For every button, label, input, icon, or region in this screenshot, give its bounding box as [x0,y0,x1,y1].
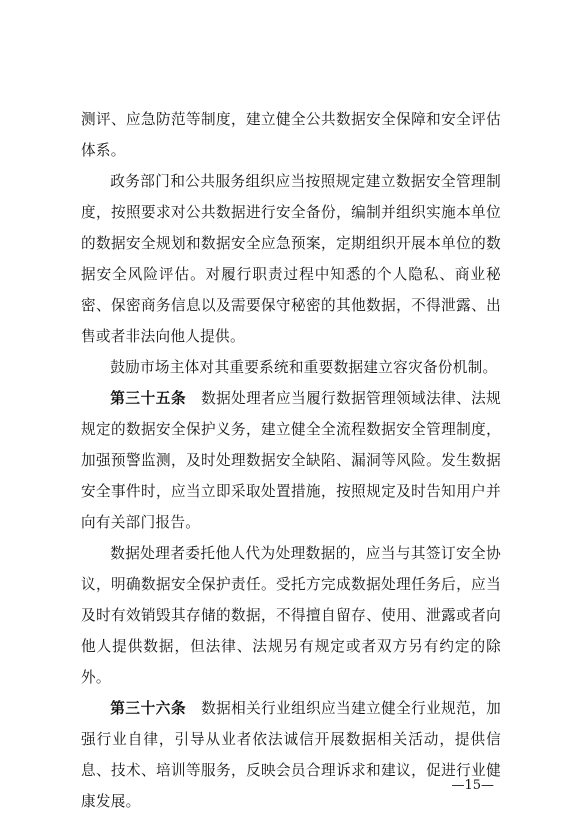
page-number: —15— [451,778,494,793]
article-35-heading: 第三十五条 [110,390,187,407]
article-35 [81,383,501,538]
paragraph-government-data-security: 政务部门和公共服务组织应当按照规定建立数据安全管理制度，按照要求对公共数据进行安全备份，编制并组织实施本单位的数据安全规划和数据安全应急预案，定期组织开展本单位的数据安全风险评估。对履行职责过程中知悉的个人隐私、商业秘密、保密商务信息以及需要保守秘密的其他数据，不得泄露、出售或者非法向他人提供。 [81,173,501,345]
article-36-body: 数据相关行业组织应当建立健全行业规范，加强行业自律，引导从业者依法诚信开展数据相关活动，提供信息、技术、培训等服务，反映会员合理诉求和建议，促进行业健康发展。 [81,700,501,810]
paragraph-continuation: 测评、应急防范等制度，建立健全公共数据安全保障和安全评估体系。 [81,111,501,159]
article-36 [81,693,501,817]
paragraph-entrusted-processing: 数据处理者委托他人代为处理数据的，应当与其签订安全协议，明确数据安全保护责任。受托方完成数据处理任务后，应当及时有效销毁其存储的数据，不得擅自留存、使用、泄露或者向他人提供数据，但法律、法规另有规定或者双方另有约定的除外。 [81,545,501,686]
article-36-heading: 第三十六条 [110,700,187,717]
document-body [81,104,501,817]
article-35-body: 数据处理者应当履行数据管理领域法律、法规规定的数据安全保护义务，建立健全全流程数据安全管理制度，加强预警监测，及时处理数据安全缺陷、漏洞等风险。发生数据安全事件时，应当立即采取处置措施，按照规定及时告知用户并向有关部门报告。 [81,390,501,531]
paragraph-disaster-backup: 鼓励市场主体对其重要系统和重要数据建立容灾备份机制。 [110,359,498,376]
